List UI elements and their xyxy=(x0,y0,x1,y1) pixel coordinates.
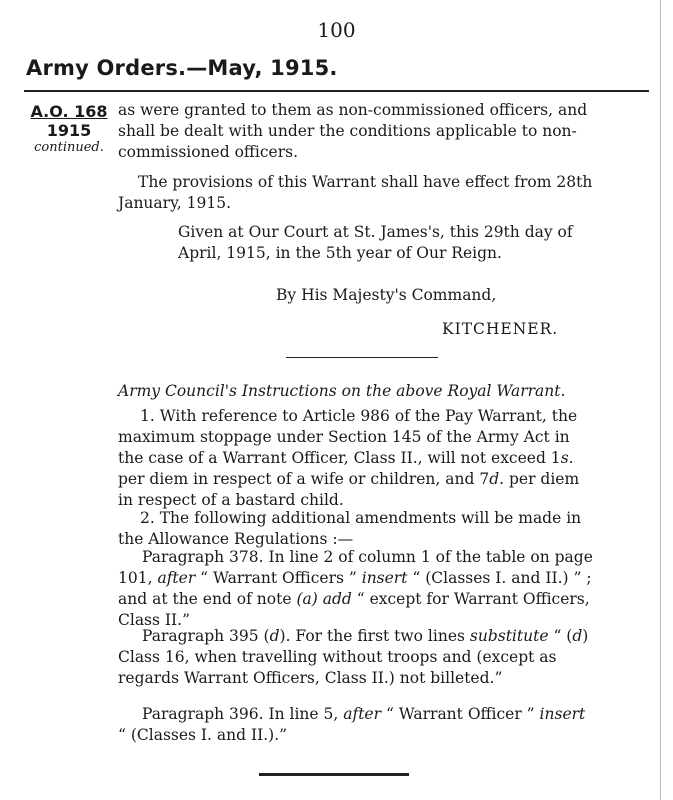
signature: KITCHENER. xyxy=(442,320,559,338)
continued-label: continued. xyxy=(34,140,104,155)
p395-substitute: substitute xyxy=(469,627,549,645)
instruction-item-1 xyxy=(118,406,598,511)
amendment-paragraph-378 xyxy=(118,547,598,631)
page-header: Army Orders.—May, 1915. xyxy=(26,56,338,80)
item1-text-b: per diem in respect of a wife or children, and 7 xyxy=(118,470,490,488)
p378-text-c: “ (Classes I. and II.) ” ; and at the end of note xyxy=(118,569,592,608)
amendment-paragraph-396 xyxy=(118,704,598,746)
army-order-number: A.O. 168 xyxy=(30,102,108,121)
p396-after: after xyxy=(343,705,382,723)
instruction-item-2: 2. The following additional amendments will be made in the Allowance Regulations :— xyxy=(118,509,582,548)
page-edge-line xyxy=(660,0,661,800)
p396-text-c: “ (Classes I. and II.).” xyxy=(118,726,288,744)
warrant-paragraph-1: as were granted to them as non-commissioned officers, and shall be dealt with under the conditions applicable to non-commissioned officers. xyxy=(118,101,588,161)
instructions-title: Army Council's Instructions on the above Royal Warrant. xyxy=(118,382,566,400)
warrant-paragraph-2: The provisions of this Warrant shall have effect from 28th January, 1915. xyxy=(118,173,593,212)
shilling-unit: s. xyxy=(560,449,574,467)
p378-note-a: (a) xyxy=(296,590,318,608)
p395-text-a: Paragraph 395 ( xyxy=(142,627,270,645)
section-divider xyxy=(286,357,438,358)
p395-text-e: ) Class 16, when travelling without troops and (except as regards Warrant Officers, Class II.) not billeted.” xyxy=(118,627,589,687)
army-order-year: 1915 xyxy=(46,121,92,140)
p395-text-c: “ ( xyxy=(548,627,573,645)
p378-text-a: Paragraph 378. In line 2 of column 1 of the table on page 101, xyxy=(118,548,593,587)
p396-text-a: Paragraph 396. In line 5, xyxy=(142,705,344,723)
p395-d2: d xyxy=(572,627,583,645)
p396-insert: insert xyxy=(539,705,586,723)
p378-insert: insert xyxy=(361,569,408,587)
command-line: By His Majesty's Command, xyxy=(276,286,497,304)
warrant-given-at: Given at Our Court at St. James's, this 29th day of April, 1915, in the 5th year of Our Reign. xyxy=(178,223,573,262)
p395-d: d xyxy=(269,627,280,645)
page-number: 100 xyxy=(317,18,356,42)
pence-unit: d. xyxy=(489,470,505,488)
p378-add: add xyxy=(322,590,352,608)
header-rule xyxy=(24,90,649,92)
margin-note xyxy=(26,102,112,155)
p378-text-e: “ except for Warrant Officers, Class II.” xyxy=(118,590,590,629)
p378-text-b: “ Warrant Officers ” xyxy=(195,569,362,587)
item1-text-a: 1. With reference to Article 986 of the Pay Warrant, the maximum stoppage under Section 145 of the Army Act in the case of a Warrant Officer, Class II., will not exceed 1 xyxy=(118,407,578,467)
p395-text-b: ). For the first two lines xyxy=(279,627,470,645)
p396-text-b: “ Warrant Officer ” xyxy=(381,705,540,723)
footer-rule xyxy=(259,773,409,776)
amendment-paragraph-395 xyxy=(118,626,598,689)
p378-after: after xyxy=(157,569,196,587)
item1-text-c: per diem in respect of a bastard child. xyxy=(118,470,580,509)
